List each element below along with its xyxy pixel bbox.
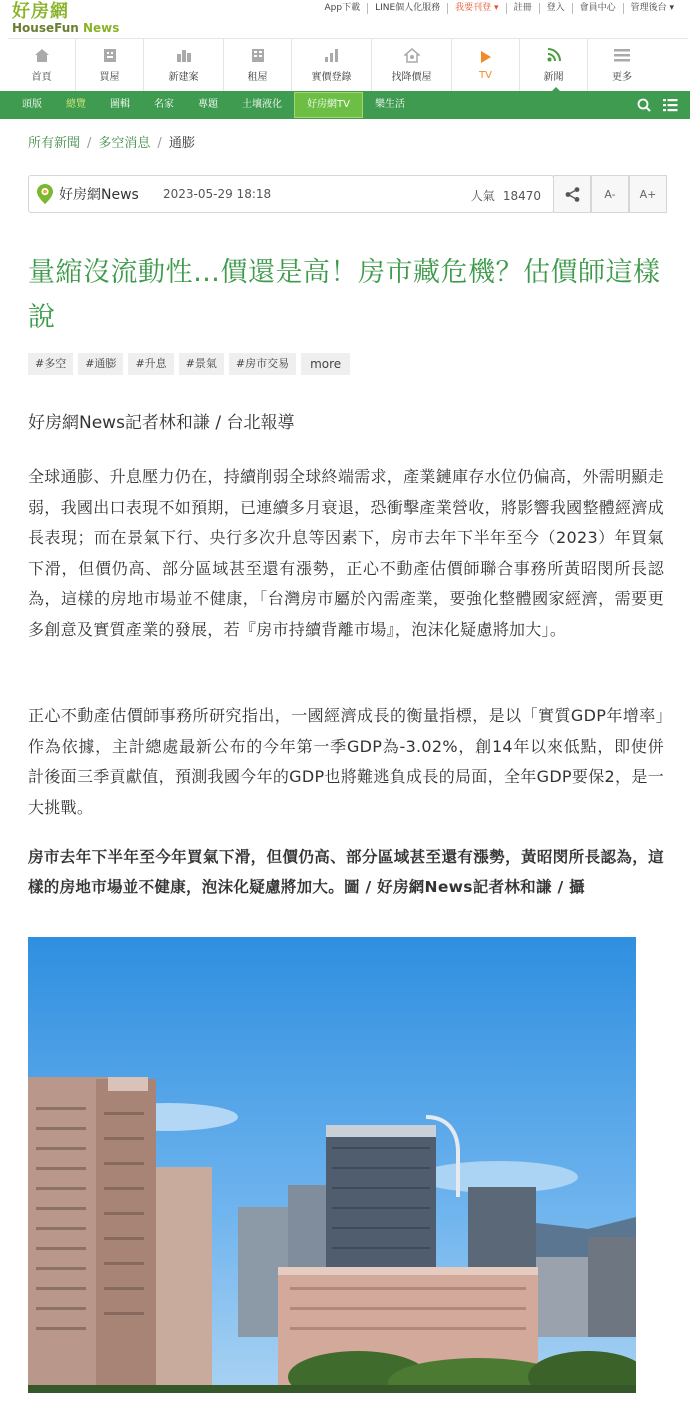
nav-more[interactable] — [588, 39, 656, 91]
member-center-link[interactable]: 會員中心 — [573, 3, 624, 14]
line-service-link[interactable]: LINE個人化服務 — [368, 3, 448, 14]
price-drop-house-icon — [403, 47, 421, 63]
nav-price-drop[interactable] — [372, 39, 452, 91]
app-download-link[interactable]: App下載 — [317, 3, 368, 14]
publish-date: 2023-05-29 18:18 — [163, 187, 272, 201]
nav-new-building[interactable] — [144, 39, 224, 91]
register-link[interactable]: 註冊 — [507, 3, 540, 14]
rss-icon — [545, 47, 563, 63]
site-logo[interactable] — [12, 2, 142, 36]
tag-list — [28, 353, 350, 375]
share-icon — [565, 187, 580, 202]
logo-en-right: News — [82, 21, 120, 35]
login-link[interactable]: 登入 — [540, 3, 573, 14]
subnav-soil-liquefaction[interactable]: 土壤液化 — [242, 99, 282, 110]
logo-en-left: HouseFun — [12, 21, 79, 35]
new-building-icon — [175, 47, 193, 63]
tag-item[interactable]: #房市交易 — [229, 353, 296, 375]
popularity-value: 18470 — [502, 189, 541, 203]
play-icon — [477, 49, 495, 65]
nav-label: 新聞 — [543, 72, 564, 83]
tag-item[interactable]: #景氣 — [179, 353, 224, 375]
main-nav — [8, 38, 688, 90]
menu-icon — [613, 47, 631, 63]
nav-tv[interactable] — [452, 39, 520, 91]
article-paragraph: 全球通膨、升息壓力仍在，持續削弱全球終端需求，產業鏈庫存水位仍偏高，外需明顯走弱，我國出口表現不如預期，已連續多月衰退，恐衝擊產業營收，將影響我國整體經濟成長表現；而在景氣下行、央行多次升息等因素下，房市去年下半年至今（2023）年買氣下滑，但價仍高、部分區域甚至還有漲勢，正心不動產估價師聯合事務所黃昭閔所長認為，這樣的房地市場並不健康，「台灣房市屬於內需產業，要強化整體國家經濟，需要更多創意及實質產業的發展，若『房市持續背離市場』，泡沫化疑慮將加大」。 — [28, 467, 664, 639]
buy-house-icon — [101, 47, 119, 63]
nav-label: 更多 — [612, 72, 632, 83]
nav-label: 租屋 — [247, 72, 268, 83]
logo-text: 好房網 — [12, 1, 69, 22]
rent-icon — [249, 47, 267, 63]
map-pin-logo-icon — [37, 184, 53, 204]
nav-label: 實價登錄 — [311, 72, 352, 83]
article-meta — [28, 175, 554, 213]
nav-rent[interactable] — [224, 39, 292, 91]
share-button[interactable] — [553, 175, 591, 213]
publish-listing-link[interactable]: 我要刊登 ▾ — [448, 3, 506, 14]
nav-home[interactable] — [8, 39, 76, 91]
list-menu-icon[interactable] — [663, 97, 678, 116]
popularity — [471, 187, 541, 204]
popularity-label: 人氣 — [470, 189, 495, 203]
font-smaller-button[interactable]: A- — [591, 175, 629, 213]
subnav-gallery[interactable]: 圖輯 — [110, 99, 130, 110]
subnav-lifestyle[interactable]: 樂生活 — [374, 99, 405, 110]
search-icon[interactable] — [637, 97, 651, 116]
tag-item[interactable]: #通膨 — [78, 353, 123, 375]
nav-actual-price[interactable] — [292, 39, 372, 91]
home-icon — [33, 47, 51, 63]
nav-news[interactable] — [520, 39, 588, 91]
breadcrumb-market-news[interactable]: 多空消息 — [98, 136, 151, 151]
photo-caption: 房市去年下半年至今年買氣下滑，但價仍高、部分區域甚至還有漲勢，黃昭閔所長認為，這樣的房地市場並不健康，泡沫化疑慮將加大。圖 / 好房網News記者林和謙 / 攝 — [28, 848, 664, 896]
subnav-housefun-tv[interactable]: 好房網TV — [294, 92, 363, 118]
more-tags-button[interactable]: more — [301, 353, 350, 375]
subnav-front-page[interactable]: 頭版 — [22, 99, 42, 110]
top-bar — [0, 0, 690, 38]
nav-label: 買屋 — [99, 72, 120, 83]
brand-name: 好房網News — [59, 187, 139, 203]
article-paragraph: 正心不動產估價師事務所研究指出，一國經濟成長的衡量指標，是以「實質GDP年增率」作為依據，主計總處最新公布的今年第一季GDP為-3.02%，創14年以來低點，即使併計後面三季貢獻值，預測我國今年的GDP也將難逃負成長的局面，全年GDP要保2，是一大挑戰。 — [28, 706, 664, 817]
admin-link[interactable]: 管理後台 ▾ — [630, 3, 674, 13]
city-skyline-illustration — [28, 937, 636, 1393]
subnav-topics[interactable]: 專題 — [198, 99, 218, 110]
nav-label: 首頁 — [31, 72, 52, 83]
nav-buy[interactable] — [76, 39, 144, 91]
article-title: 量縮沒流動性…價還是高！房市藏危機？估價師這樣說 — [28, 257, 661, 333]
price-chart-icon — [323, 47, 341, 63]
sub-nav — [0, 91, 690, 119]
byline: 好房網News記者林和謙 / 台北報導 — [28, 413, 295, 433]
nav-label: 新建案 — [168, 72, 199, 83]
breadcrumb: 所有新聞 / 多空消息 / 通膨 — [28, 136, 195, 151]
nav-label: 找降價屋 — [391, 72, 432, 83]
font-larger-button[interactable]: A+ — [629, 175, 667, 213]
breadcrumb-all-news[interactable]: 所有新聞 — [28, 136, 81, 151]
utility-links — [317, 3, 674, 14]
subnav-columnists[interactable]: 名家 — [154, 99, 174, 110]
tag-item[interactable]: #多空 — [28, 353, 73, 375]
breadcrumb-inflation[interactable]: 通膨 — [168, 136, 195, 151]
nav-label: TV — [479, 70, 492, 81]
subnav-overview[interactable]: 總覽 — [66, 99, 86, 110]
tag-item[interactable]: #升息 — [128, 353, 173, 375]
article-photo — [28, 937, 636, 1393]
